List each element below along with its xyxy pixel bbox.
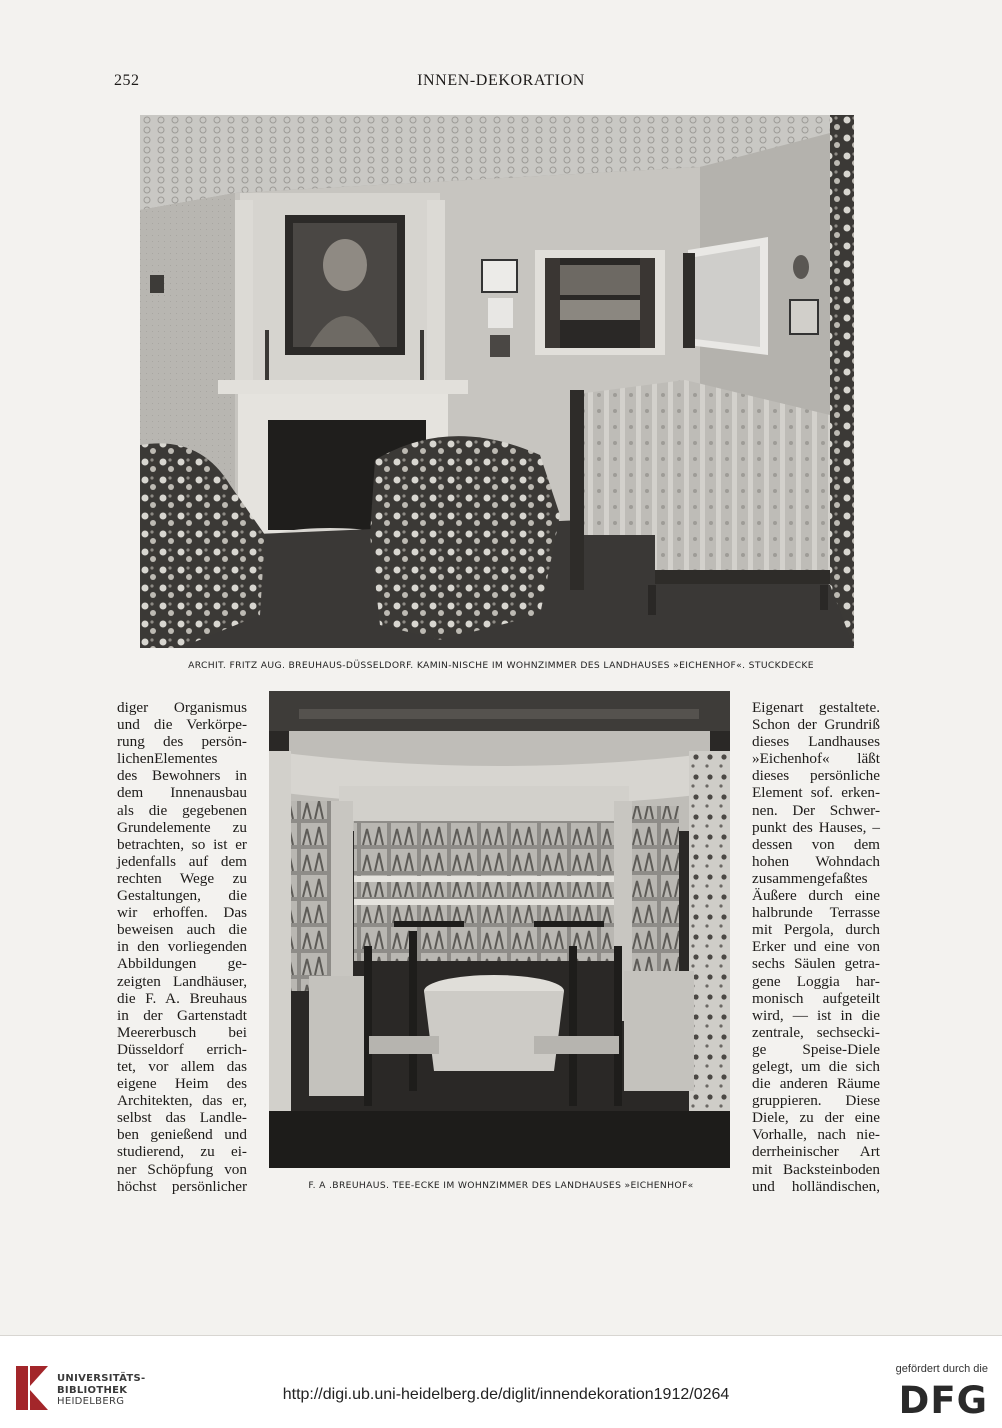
text-line: jedenfalls auf dem xyxy=(117,852,247,870)
photo-fireplace-niche xyxy=(140,115,854,648)
digitization-footer xyxy=(0,1335,1002,1428)
text-line: Äußere durch eine xyxy=(752,887,880,905)
sponsor-text: gefördert durch die xyxy=(895,1363,988,1375)
text-line: Schon der Grundriß xyxy=(752,716,880,734)
text-line: Element sof. erken- xyxy=(752,784,880,802)
text-line: dessen von dem xyxy=(752,835,880,853)
text-line: zusammengefaßtes xyxy=(752,869,868,887)
text-line: »Eichenhof« läßt xyxy=(752,750,880,768)
text-line: gruppieren. Diese xyxy=(752,1092,880,1110)
text-line: in den vorliegenden xyxy=(117,938,247,956)
text-line: dem Innenausbau xyxy=(117,784,247,802)
text-line: beweisen auch die xyxy=(117,921,247,939)
page-number: 252 xyxy=(114,72,140,89)
permalink-url[interactable]: http://digi.ub.uni-heidelberg.de/diglit/innendekoration1912/0264 xyxy=(282,1386,730,1403)
text-line: die F. A. Breuhaus xyxy=(117,989,247,1007)
text-line: gelegt, um die sich xyxy=(752,1057,880,1075)
text-line: Eigenart gestaltete. xyxy=(752,699,880,716)
text-line: monisch aufgeteilt xyxy=(752,989,880,1007)
text-line: die anderen Räume xyxy=(752,1075,880,1093)
text-line: mit Backsteinboden xyxy=(752,1160,880,1178)
text-line: studierend, zu ei- xyxy=(117,1143,247,1161)
text-line: tet, vor allem das xyxy=(117,1057,247,1075)
text-line: wird, — ist in die xyxy=(752,1006,880,1024)
text-line: Diele, zu der eine xyxy=(752,1109,880,1127)
text-line: dieses Landhauses xyxy=(752,733,880,751)
text-column-right xyxy=(752,699,880,1195)
text-line: betrachten, so ist er xyxy=(117,835,247,853)
text-line: selbst das Landle- xyxy=(117,1109,247,1127)
photo-fireplace-niche-icon xyxy=(140,115,854,648)
text-line: hohen Wohndach xyxy=(752,852,880,870)
text-line: Vorhalle, nach nie- xyxy=(752,1126,880,1144)
text-line: eigene Heim des xyxy=(117,1075,247,1093)
text-line: Meererbusch bei xyxy=(117,1023,247,1041)
text-line: höchst persönlicher xyxy=(117,1177,247,1195)
text-line: mit Pergola, durch xyxy=(752,921,880,939)
text-line: diger Organismus xyxy=(117,699,247,716)
text-line: Architekten, das er, xyxy=(117,1092,247,1110)
library-name-line3: HEIDELBERG xyxy=(57,1396,125,1407)
text-line: Erker und eine von xyxy=(752,938,880,956)
text-line: halbrunde Terrasse xyxy=(752,904,880,922)
text-line: Düsseldorf errich- xyxy=(117,1040,247,1058)
text-line: ben genießend und xyxy=(117,1126,247,1144)
text-line: sechs Säulen getra- xyxy=(752,955,880,973)
text-line: dieses persönliche xyxy=(752,767,880,785)
text-line: und die Verkörpe- xyxy=(117,716,247,734)
text-line: Abbildungen ge- xyxy=(117,955,247,973)
library-name-line1: UNIVERSITÄTS- xyxy=(57,1373,146,1384)
text-line: Grundelemente zu xyxy=(117,818,247,836)
figure-caption-top: ARCHIT. FRITZ AUG. BREUHAUS-DÜSSELDORF. KAMIN-NISCHE IM WOHNZIMMER DES LANDHAUSES »EICHENHOF«. STUCKDECKE xyxy=(188,660,814,671)
running-head: INNEN-DEKORATION xyxy=(417,72,585,89)
library-name-line2: BIBLIOTHEK xyxy=(57,1384,128,1396)
text-line: lichenElementes xyxy=(117,750,218,768)
text-line: ge Speise-Diele xyxy=(752,1040,880,1058)
text-line: rung des persön- xyxy=(117,733,247,751)
text-line: punkt des Hauses, – xyxy=(752,818,880,836)
text-line: zentrale, sechsecki- xyxy=(752,1023,880,1041)
figure-caption-bottom: F. A .BREUHAUS. TEE-ECKE IM WOHNZIMMER DES LANDHAUSES »EICHENHOF« xyxy=(308,1180,694,1191)
text-line: als die gegebenen xyxy=(117,801,247,819)
dfg-logo: DFG xyxy=(898,1379,988,1422)
text-column-left xyxy=(117,699,247,1195)
text-line: Gestaltungen, die xyxy=(117,887,247,905)
photo-tea-corner xyxy=(269,691,730,1168)
text-line: rechten Wege zu xyxy=(117,869,247,887)
text-line: ner Schöpfung von xyxy=(117,1160,247,1178)
text-line: nen. Der Schwer- xyxy=(752,801,880,819)
text-line: und holländischen, xyxy=(752,1177,880,1195)
text-line: in der Gartenstadt xyxy=(117,1006,247,1024)
photo-tea-corner-icon xyxy=(269,691,730,1168)
text-line: zeigten Landhäuser, xyxy=(117,972,247,990)
text-line: wir erhoffen. Das xyxy=(117,904,247,922)
text-line: derrheinischer Art xyxy=(752,1143,880,1161)
text-line: des Bewohners in xyxy=(117,767,247,785)
text-line: gene Loggia har- xyxy=(752,972,880,990)
